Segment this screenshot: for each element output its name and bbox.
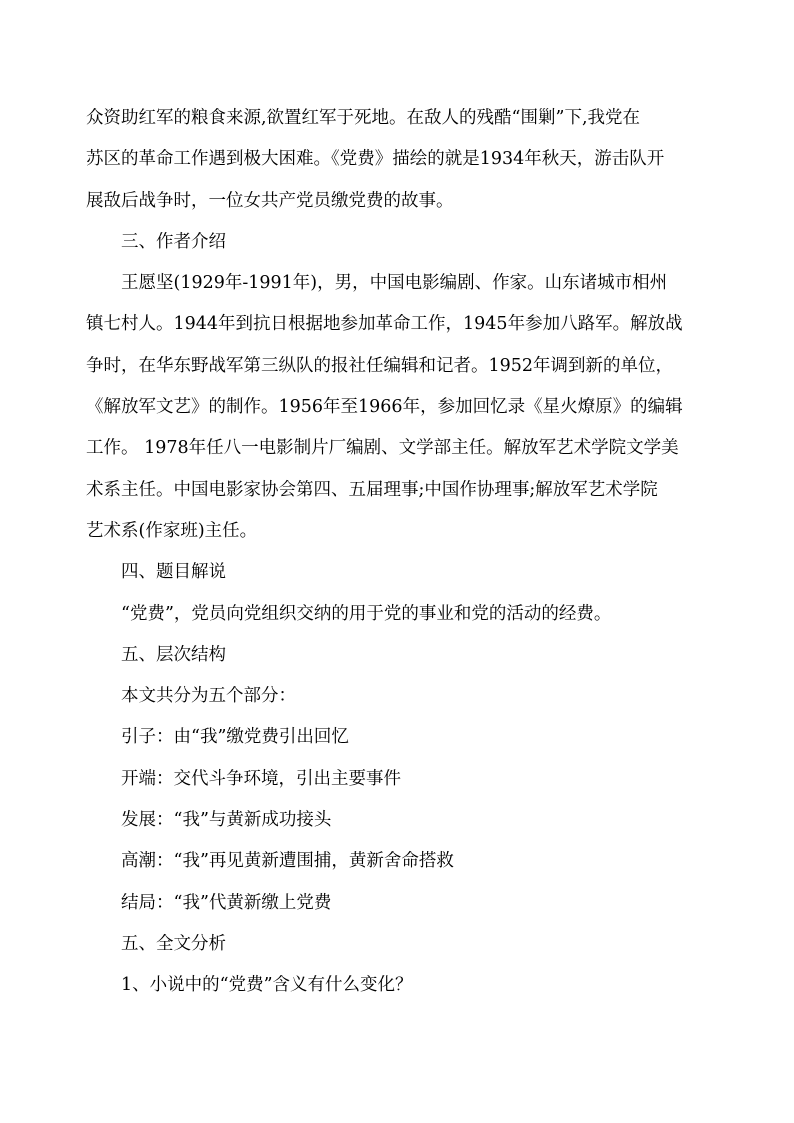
document-body	[86, 98, 714, 1007]
text-line: 苏区的革命工作遇到极大困难。《党费》描绘的就是1934年秋天，游击队开	[86, 149, 665, 170]
text-line: 众资助红军的粮食来源,欲置红军于死地。在敌人的残酷“围剿”下,我党在	[86, 108, 641, 128]
text-line: 三、作者介绍	[121, 231, 226, 252]
text-line: 王愿坚(1929年-1991年)，男，中国电影编剧、作家。山东诸城市相州	[121, 273, 668, 294]
text-line: 《解放军文艺》的制作。1956年至1966年，参加回忆录《星火燎原》的编辑	[86, 397, 683, 418]
paragraph-heading-author	[86, 222, 714, 263]
paragraph-structure-2	[86, 759, 714, 800]
paragraph-structure-5	[86, 883, 714, 924]
text-line: 艺术系(作家班)主任。	[86, 520, 258, 541]
text-line: 术系主任。中国电影家协会第四、五届理事;中国作协理事;解放军艺术学院	[86, 479, 658, 500]
paragraph-heading-structure	[86, 635, 714, 676]
text-line: 开端：交代斗争环境，引出主要事件	[121, 768, 401, 789]
text-line: 引子：由“我”缴党费引出回忆	[121, 727, 349, 748]
paragraph-title-explanation	[86, 594, 714, 635]
text-line: 五、全文分析	[121, 933, 226, 954]
text-line: 四、题目解说	[121, 562, 226, 583]
paragraph-structure-3	[86, 800, 714, 841]
text-line: 本文共分为五个部分：	[121, 686, 296, 707]
paragraph-structure-1	[86, 717, 714, 758]
paragraph-structure-4	[86, 841, 714, 882]
paragraph-heading-analysis	[86, 924, 714, 965]
text-line: 工作。 1978年任八一电影制片厂编剧、文学部主任。解放军艺术学院文学美	[86, 438, 679, 459]
text-line: 发展：“我”与黄新成功接头	[121, 810, 332, 831]
text-line: 展敌后战争时，一位女共产党员缴党费的故事。	[86, 190, 454, 211]
paragraph-background-continued	[86, 98, 714, 222]
paragraph-question-1	[86, 965, 714, 1006]
text-line: 镇七村人。1944年到抗日根据地参加革命工作，1945年参加八路军。解放战	[86, 314, 683, 335]
text-line: “党费”，党员向党组织交纳的用于党的事业和党的活动的经费。	[121, 603, 612, 624]
paragraph-heading-title	[86, 552, 714, 593]
text-line: 五、层次结构	[121, 644, 226, 665]
text-line: 1、小说中的“党费”含义有什么变化？	[121, 975, 413, 996]
text-line: 结局：“我”代黄新缴上党费	[121, 892, 332, 913]
text-line: 争时，在华东野战军第三纵队的报社任编辑和记者。1952年调到新的单位，	[86, 355, 674, 376]
paragraph-structure-intro	[86, 676, 714, 717]
text-line: 高潮：“我”再见黄新遭围捕，黄新舍命搭救	[121, 851, 454, 872]
paragraph-author-bio	[86, 263, 714, 552]
